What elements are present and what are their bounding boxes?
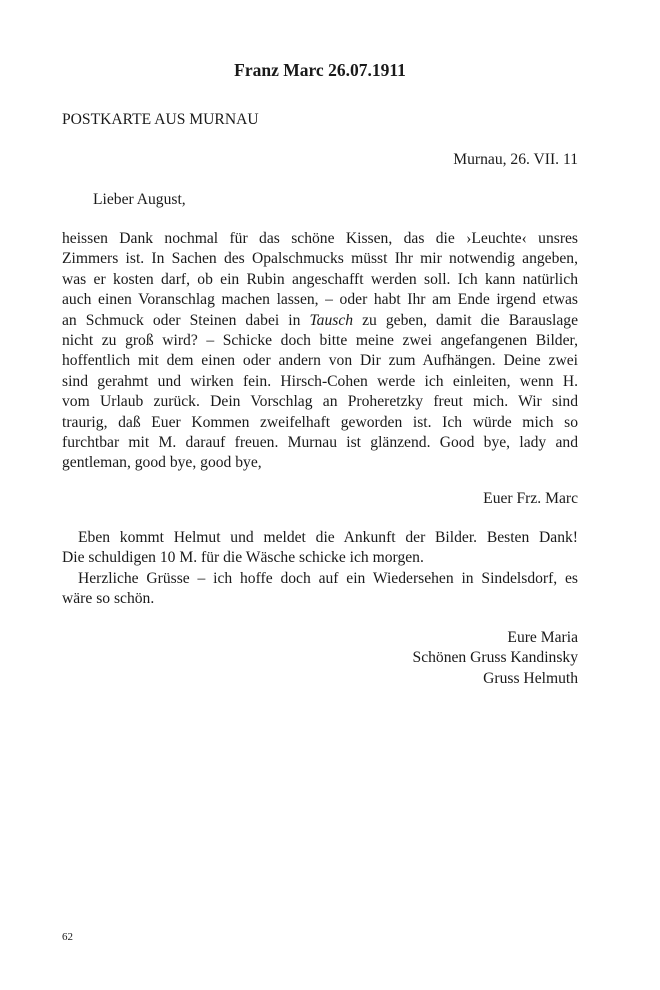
page-title: Franz Marc 26.07.1911	[234, 60, 406, 80]
body-line-text: zu geben, damit die Barauslage	[353, 311, 578, 329]
body-line: sind gerahmt und wirken fein. Hirsch-Cohen werde ich einleiten, wenn H.	[62, 372, 578, 390]
body-line: traurig, daß Euer Kommen zweifelhaft geworden ist. Ich würde mich so	[62, 413, 578, 431]
book-page	[62, 0, 578, 990]
body-line: gentleman, good bye, good bye,	[62, 454, 262, 472]
postscript	[62, 528, 578, 610]
body-line: was er kosten darf, ob ein Rubin angeschafft werden soll. Ich kann natürlich	[62, 270, 578, 288]
signature-kandinsky: Schönen Gruss Kandinsky	[412, 649, 578, 667]
postscript-line: wäre so schön.	[62, 590, 155, 608]
salutation: Lieber August,	[93, 191, 186, 208]
signature-maria: Eure Maria	[507, 629, 578, 646]
body-line	[62, 311, 578, 331]
postscript-line: Eben kommt Helmut und meldet die Ankunft der Bilder. Besten Dank!	[78, 529, 578, 546]
closing-signatures	[413, 628, 578, 689]
body-line: furchtbar mit M. darauf freuen. Murnau ist glänzend. Good bye, lady and	[62, 433, 578, 451]
document-type-heading: POSTKARTE AUS MURNAU	[62, 111, 259, 128]
body-line: hoffentlich mit dem einen oder andern von Dir zum Aufhängen. Deine zwei	[62, 352, 578, 370]
body-line: heissen Dank nochmal für das schöne Kissen, das die ›Leuchte‹ unsres	[62, 230, 578, 247]
body-line: vom Urlaub zurück. Dein Vorschlag an Proheretzky freut mich. Wir sind	[62, 393, 578, 411]
postscript-line: Die schuldigen 10 M. für die Wäsche schicke ich morgen.	[62, 549, 424, 567]
signature-marc: Euer Frz. Marc	[483, 490, 578, 507]
signature-helmuth: Gruss Helmuth	[483, 669, 578, 687]
body-line: auch einen Voranschlag machen lassen, – oder habt Ihr am Ende irgend etwas	[62, 291, 578, 309]
place-date-line: Murnau, 26. VII. 11	[453, 151, 578, 168]
postscript-line: Herzliche Grüsse – ich hoffe doch auf ein Wiedersehen in Sindelsdorf, es	[78, 569, 578, 587]
italic-word: Tausch	[309, 311, 354, 329]
body-line-text: an Schmuck oder Steinen dabei in	[62, 311, 310, 329]
page-number: 62	[62, 931, 73, 943]
letter-body	[62, 229, 578, 474]
body-line: nicht zu groß wird? – Schicke doch bitte meine zwei angefangenen Bilder,	[62, 331, 578, 349]
body-line: Zimmers ist. In Sachen des Opalschmucks müsst Ihr mir notwendig angeben,	[62, 250, 578, 268]
